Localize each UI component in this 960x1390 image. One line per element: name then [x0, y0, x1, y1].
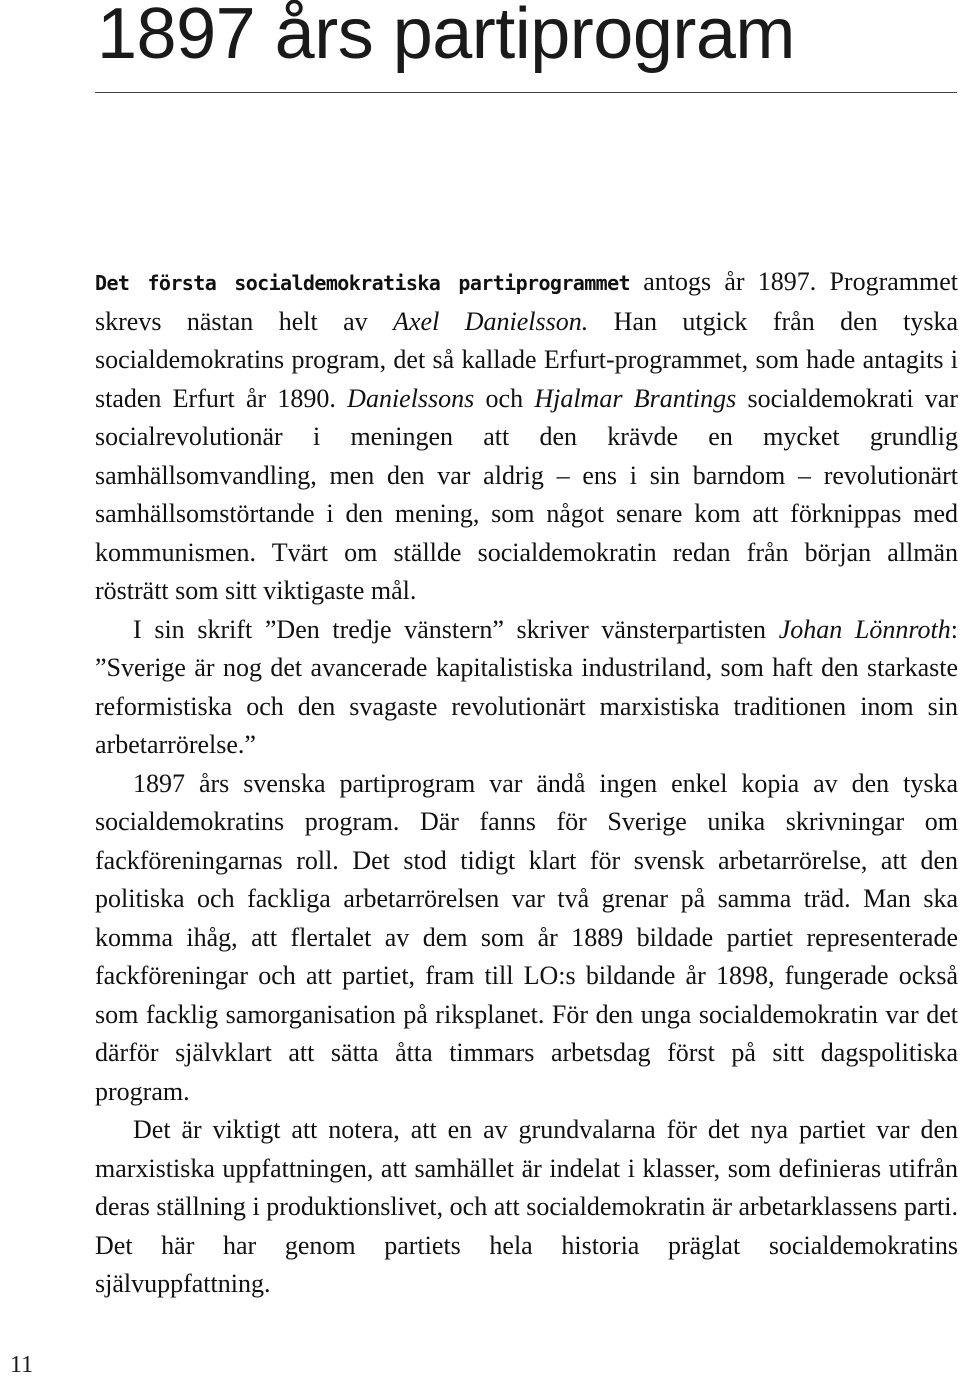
- title-rule: [95, 92, 957, 93]
- paragraph-3: 1897 års svenska partiprogram var ändå ingen enkel kopia av den tyska socialdemokratins program. Där fanns för Sverige unika skrivningar om fackföreningarnas roll. Det stod tidigt klart för svensk arbetarrörelse, att den politiska och fackliga arbetarrörelsen var två grenar på samma träd. Man ska komma ihåg, att flertalet av dem som år 1889 bildade partiet representerade fackföreningar och att partiet, fram till LO:s bildande år 1898, fungerade också som facklig samorganisation på riksplanet. För den unga socialdemokratin var det därför självklart att sätta åtta timmars arbetsdag först på sitt dagspolitiska program.: [95, 768, 958, 1106]
- paragraph-2-text-b: : ”Sverige är nog det avancerade kapitalistiska industriland, som haft den starkaste reformistiska och den svagaste revolutionärt marxistiska traditionen inom sin arbetarrörelse.”: [95, 614, 958, 759]
- page-title: 1897 års partiprogram: [97, 0, 795, 74]
- page-number: 11: [10, 1352, 34, 1378]
- paragraph-1-text-a: antogs år 1897. Programmet skrevs nästan helt av: [95, 267, 958, 336]
- paragraph-1-text-b: Han utgick från den tyska socialdemokratins program, det så kallade Erfurt-programmet, som hade antagits i staden Erfurt år 1890.: [95, 306, 958, 413]
- paragraph-1: [95, 263, 958, 611]
- paragraph-2: [95, 611, 958, 765]
- lead-in: Det första socialdemokratiska partiprogrammet: [95, 271, 631, 295]
- paragraph-1-text-d: socialdemokrati var socialrevolutionär i meningen att den krävde en mycket grundlig samhällsomvandling, men den var aldrig – ens i sin barndom – revolutionärt samhällsomstörtande i den mening, som något senare kom att förknippas med kommunismen. Tvärt om ställde socialdemokratin redan från början allmän rösträtt som sitt viktigaste mål.: [95, 383, 959, 605]
- paragraph-1-text-c: och: [474, 383, 535, 413]
- person-name: Johan Lönnroth: [778, 614, 951, 644]
- person-name: Axel Danielsson.: [393, 306, 589, 336]
- person-name: Hjalmar Brantings: [534, 383, 737, 413]
- paragraph-4: Det är viktigt att notera, att en av grundvalarna för det nya partiet var den marxistiska uppfattningen, att samhället är indelat i klasser, som definieras utifrån deras ställning i produktionslivet, och att socialdemokratin är arbetarklassens parti. Det här har genom partiets hela historia präglat socialdemokratins självuppfattning.: [95, 1115, 958, 1298]
- body-text: [95, 263, 958, 1304]
- paragraph-2-text-a: I sin skrift ”Den tredje vänstern” skriver vänsterpartisten: [133, 614, 779, 644]
- person-name: Danielssons: [347, 383, 475, 413]
